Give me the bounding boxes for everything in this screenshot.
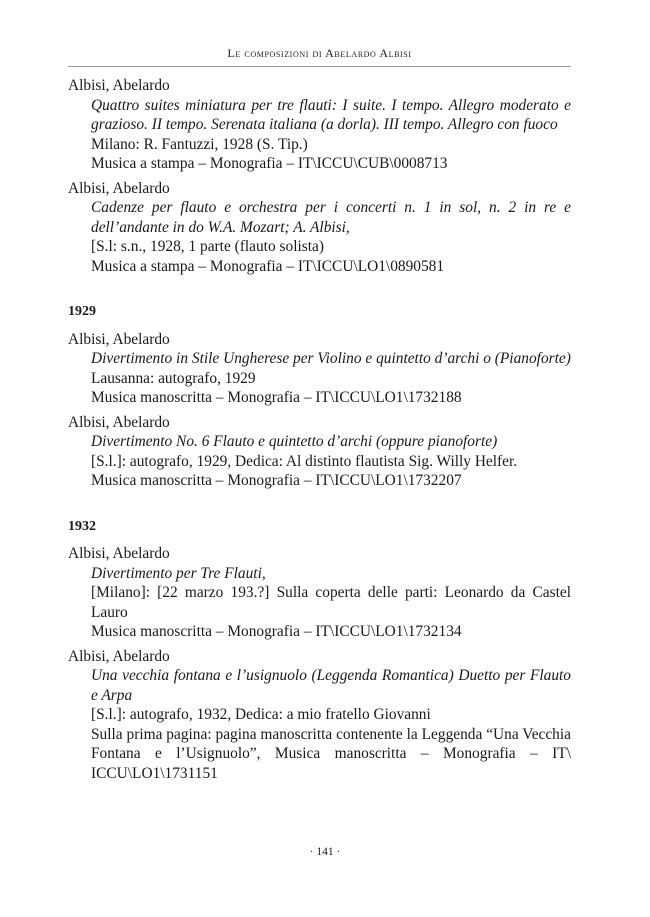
entry-record: Musica manoscritta – Monografia – IT\ICCU\LO1\1732134 [91, 623, 462, 640]
entry-imprint: Lausanna: autografo, 1929 [91, 369, 256, 387]
entry-imprint: [Milano]: [22 marzo 193.?] Sulla coperta delle parti: Leonardo da Castel Lauro [91, 584, 571, 621]
entry-author: Albisi, Abelardo [68, 413, 170, 431]
page-number: · 141 · [309, 846, 341, 858]
entry-title: Divertimento per Tre Flauti, [91, 564, 266, 582]
catalog-entry [68, 647, 571, 784]
entry-title: Una vecchia fontana e l’usignuolo (Leggenda Romantica) Duetto per Flauto e Arpa [91, 667, 571, 704]
entry-record: Musica manoscritta – Monografia – IT\ICCU\LO1\1732207 [91, 472, 462, 489]
entry-details [91, 198, 571, 276]
entry-details [91, 432, 571, 491]
entry-details [91, 564, 571, 642]
entry-details [91, 666, 571, 783]
entry-author: Albisi, Abelardo [68, 77, 170, 94]
catalog-entry [68, 544, 571, 642]
entry-record: Musica manoscritta – Monografia – IT\ICCU\LO1\1732188 [91, 389, 462, 406]
year-heading: 1929 [68, 304, 96, 319]
entry-author: Albisi, Abelardo [68, 545, 170, 562]
entry-imprint: [S.l.]: autografo, 1932, Dedica: a mio fratello Giovanni [91, 706, 431, 723]
entry-title: Quattro suites miniatura per tre flauti: I suite. I tempo. Allegro moderato e grazioso. II tempo. Serenata italiana (a dorla). III tempo. Allegro con fuoco [91, 96, 571, 133]
entry-title: Cadenze per flauto e orchestra per i concerti n. 1 in sol, n. 2 in re e dell’andante in do W.A. Mozart; A. Albisi, [91, 199, 571, 236]
entry-author: Albisi, Abelardo [68, 647, 170, 665]
entry-author: Albisi, Abelardo [68, 330, 170, 348]
entry-imprint: [S.l.]: autografo, 1929, Dedica: Al distinto flautista Sig. Willy Helfer. [91, 452, 518, 470]
entry-title: Divertimento No. 6 Flauto e quintetto d’archi (oppure pianoforte) [91, 433, 498, 450]
entry-details [91, 96, 571, 174]
running-title: Le composizioni di Abelardo Albisi [227, 46, 412, 60]
catalog-entry [68, 413, 571, 491]
catalog-entry [68, 330, 571, 408]
year-heading: 1932 [68, 518, 96, 534]
entry-title: Divertimento in Stile Ungherese per Violino e quintetto d’archi o (Pianoforte) [91, 350, 571, 367]
header-rule [68, 66, 571, 67]
catalog-entry [68, 179, 571, 277]
entry-author: Albisi, Abelardo [68, 179, 170, 197]
entry-record: Musica a stampa – Monografia – IT\ICCU\LO1\0890581 [91, 257, 445, 275]
entry-note: Sulla prima pagina: pagina manoscritta contenente la Leggenda “Una Vecchia Fontana e l’Usignuolo”, Musica manoscritta – Monografia – IT\ ICCU\LO1\1731151 [91, 725, 571, 782]
entry-imprint: [S.l: s.n., 1928, 1 parte (flauto solista) [91, 238, 324, 255]
entry-details [91, 349, 571, 408]
entry-imprint: Milano: R. Fantuzzi, 1928 (S. Tip.) [91, 135, 308, 153]
catalog-entry [68, 76, 571, 174]
catalog-body [68, 76, 571, 788]
entry-record: Musica a stampa – Monografia – IT\ICCU\CUB\0008713 [91, 155, 448, 172]
